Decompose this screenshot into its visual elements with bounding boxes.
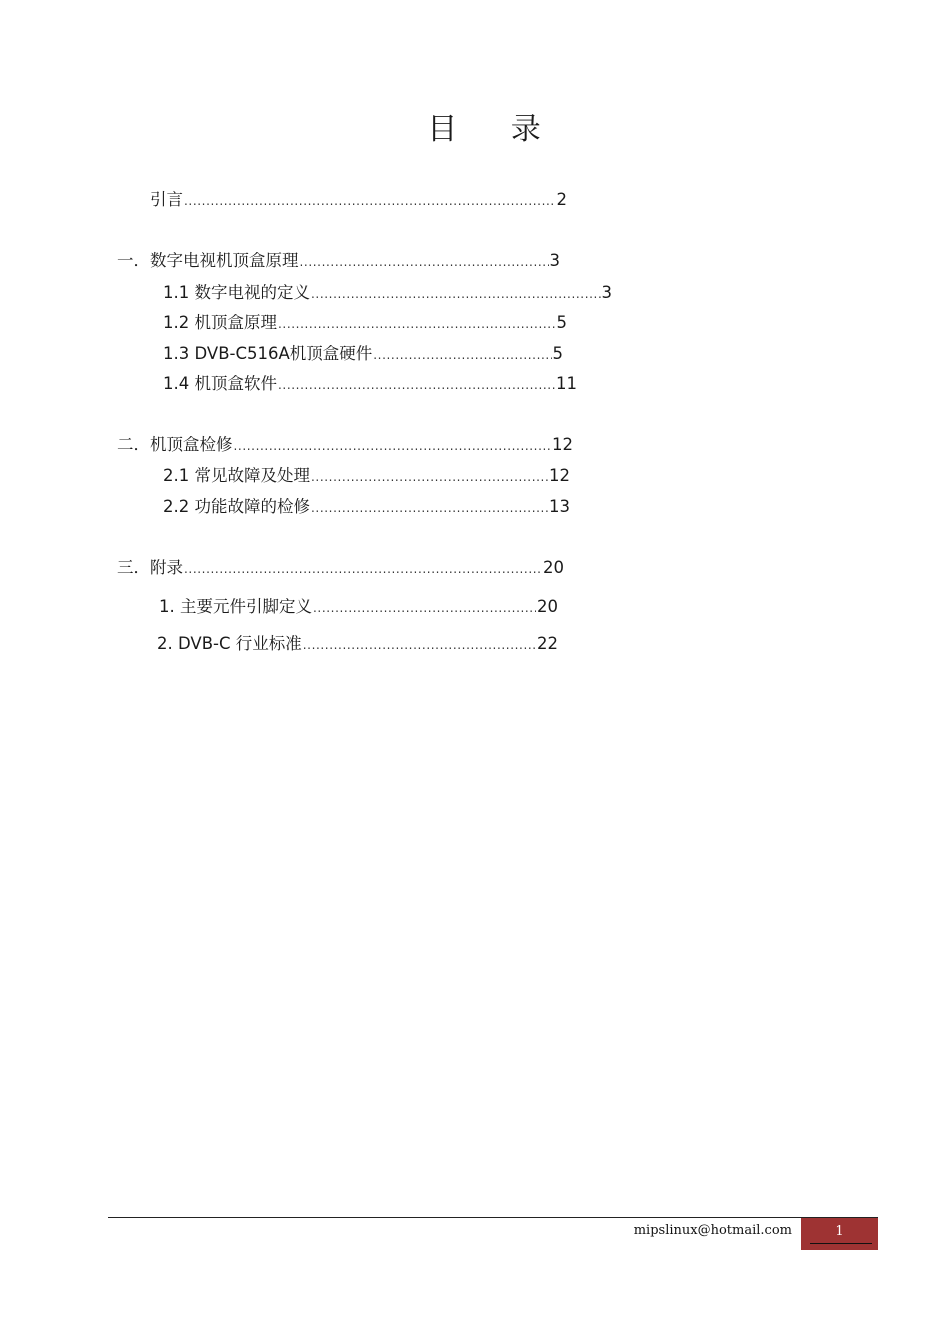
toc-page-number: 12 [552, 435, 573, 454]
toc-leader-dots [184, 194, 556, 208]
toc-entry-chapter-1[interactable] [117, 247, 560, 269]
page-number-box [801, 1218, 878, 1250]
toc-leader-dots [311, 287, 601, 301]
toc-page-number: 20 [537, 597, 558, 616]
toc-label: 二．机顶盒检修 [117, 435, 233, 454]
toc-entry-appendix[interactable] [117, 554, 564, 576]
toc-leader-dots [278, 378, 555, 392]
toc-label: 1.3 DVB-C516A机顶盒硬件 [163, 344, 373, 363]
toc-page-number: 5 [552, 344, 563, 363]
toc-leader-dots [300, 255, 549, 269]
toc-label: 1.2 机顶盒原理 [163, 313, 277, 332]
toc-label: 三．附录 [117, 558, 183, 577]
toc-page-number: 20 [543, 558, 564, 577]
document-title: 目 录 [427, 112, 563, 147]
toc-page-number: 13 [549, 497, 570, 516]
toc-label: 2. DVB-C 行业标准 [157, 634, 302, 653]
toc-page-number: 3 [549, 251, 560, 270]
toc-entry-1-3[interactable] [163, 340, 563, 362]
toc-entry-appendix-2[interactable] [157, 630, 558, 652]
toc-label: 1.1 数字电视的定义 [163, 283, 310, 302]
toc-entry-1-1[interactable] [163, 279, 612, 301]
toc-entry-1-2[interactable] [163, 309, 567, 331]
toc-leader-dots [311, 501, 548, 515]
page-number: 1 [835, 1224, 844, 1239]
toc-label: 2.1 常见故障及处理 [163, 466, 310, 485]
toc-entry-2-2[interactable] [163, 493, 570, 515]
page-number-underline [810, 1243, 872, 1244]
toc-page-number: 5 [556, 313, 567, 332]
toc-entry-introduction[interactable] [150, 186, 567, 208]
toc-entry-1-4[interactable] [163, 370, 577, 392]
toc-label: 一．数字电视机顶盒原理 [117, 251, 299, 270]
toc-leader-dots [303, 638, 536, 652]
toc-leader-dots [184, 562, 542, 576]
toc-leader-dots [373, 348, 551, 362]
toc-entry-appendix-1[interactable] [159, 593, 558, 615]
toc-entry-chapter-2[interactable] [117, 431, 573, 453]
toc-label: 2.2 功能故障的检修 [163, 497, 310, 516]
toc-page-number: 11 [556, 374, 577, 393]
toc-leader-dots [278, 317, 556, 331]
toc-leader-dots [311, 470, 548, 484]
toc-page-number: 2 [556, 190, 567, 209]
toc-leader-dots [234, 439, 552, 453]
toc-label: 1.4 机顶盒软件 [163, 374, 277, 393]
footer-divider [108, 1217, 878, 1218]
toc-label: 引言 [150, 190, 183, 209]
toc-page-number: 22 [537, 634, 558, 653]
toc-page-number: 12 [549, 466, 570, 485]
toc-entry-2-1[interactable] [163, 462, 570, 484]
toc-leader-dots [313, 601, 536, 615]
footer-email: mipslinux@hotmail.com [633, 1223, 792, 1238]
toc-label: 1. 主要元件引脚定义 [159, 597, 312, 616]
toc-page-number: 3 [601, 283, 612, 302]
